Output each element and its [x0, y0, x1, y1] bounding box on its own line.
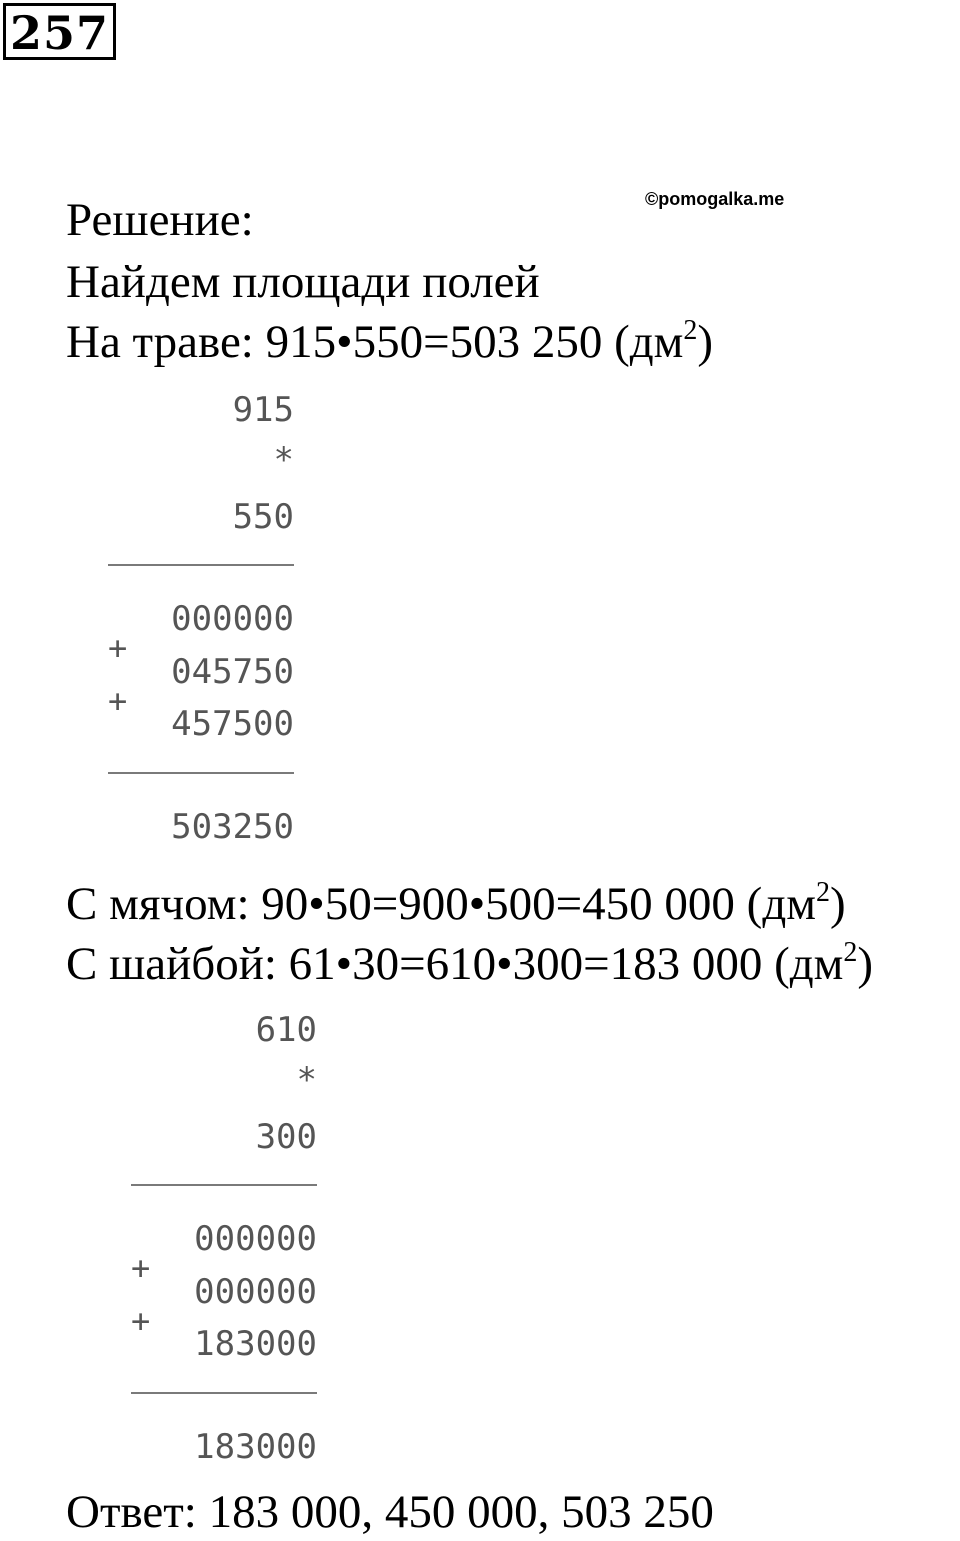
divider-line	[108, 564, 294, 566]
grass-area-text: На траве: 915•550=503 250 (дм	[66, 316, 684, 368]
grass-area-exponent: 2	[683, 315, 698, 346]
product-result: 503250	[171, 807, 294, 847]
grass-area-close: )	[697, 316, 714, 368]
plus-sign: +	[108, 629, 128, 667]
multiplicand: 610	[255, 1010, 317, 1050]
ball-area-exponent: 2	[815, 877, 830, 908]
plus-sign: +	[131, 1249, 151, 1287]
divider-line	[131, 1392, 317, 1394]
product-result: 183000	[194, 1427, 317, 1467]
answer-line: Ответ: 183 000, 450 000, 503 250	[66, 1486, 714, 1538]
solution-heading: Решение:	[66, 194, 254, 246]
ball-area-text: С мячом: 90•50=900•500=450 000 (дм	[66, 878, 816, 930]
partial-product: 457500	[171, 704, 294, 744]
multiplication-610-300	[131, 1010, 317, 1470]
plus-sign: +	[131, 1302, 151, 1340]
ball-area-close: )	[829, 878, 846, 930]
puck-area-close: )	[857, 938, 874, 990]
ball-area-line	[66, 876, 846, 932]
watermark: ©pomogalka.me	[645, 189, 785, 209]
partial-product: 183000	[194, 1324, 317, 1364]
multiplication-915-550	[108, 390, 294, 850]
multiply-sign: *	[273, 440, 294, 480]
multiplier: 300	[255, 1117, 317, 1157]
puck-area-exponent: 2	[843, 937, 858, 968]
puck-area-line	[66, 936, 873, 992]
find-areas-line: Найдем площади полей	[66, 256, 540, 308]
multiply-sign: *	[296, 1060, 317, 1100]
grass-area-line	[66, 314, 713, 370]
divider-line	[108, 772, 294, 774]
partial-product: 000000	[171, 599, 294, 639]
partial-product: 000000	[194, 1272, 317, 1312]
plus-sign: +	[108, 682, 128, 720]
task-number-box: 257	[3, 3, 116, 60]
multiplier: 550	[232, 497, 294, 537]
puck-area-text: С шайбой: 61•30=610•300=183 000 (дм	[66, 938, 844, 990]
divider-line	[131, 1184, 317, 1186]
partial-product: 045750	[171, 652, 294, 692]
partial-product: 000000	[194, 1219, 317, 1259]
multiplicand: 915	[232, 390, 294, 430]
